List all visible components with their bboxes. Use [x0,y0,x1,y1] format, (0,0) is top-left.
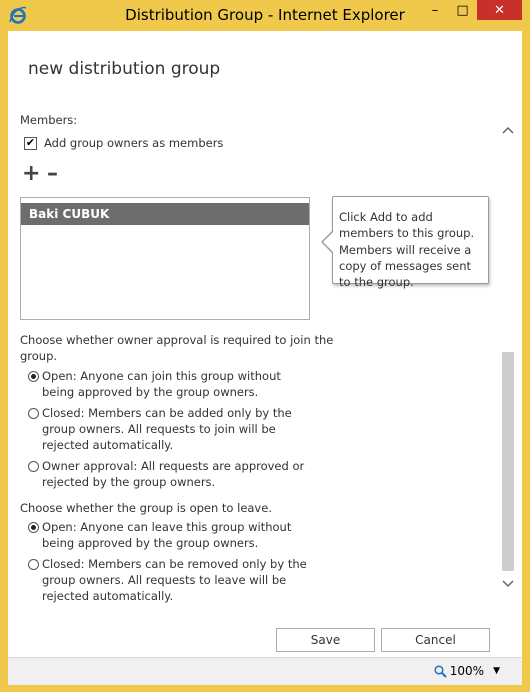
leave-open-radio[interactable] [28,522,39,533]
leave-closed-label-2: group owners. All requests to leave will be [42,573,287,587]
zoom-level: 100% [449,664,485,678]
save-button[interactable]: Save [276,628,375,652]
status-bar [8,657,522,685]
join-open-label-2: being approved by the group owners. [42,385,259,399]
cancel-button[interactable]: Cancel [381,628,490,652]
join-section-label-2: group. [20,349,58,363]
join-approval-label-2: rejected by the group owners. [42,475,216,489]
leave-closed-radio[interactable] [28,559,39,570]
members-list[interactable] [20,197,310,320]
join-closed-label-3: rejected automatically. [42,438,174,452]
leave-closed-label-1: Closed: Members can be removed only by the [42,557,307,571]
minimize-button[interactable]: – [431,2,439,18]
members-label: Members: [20,113,78,127]
list-item[interactable]: Baki CUBUK [21,203,309,225]
scrollbar-thumb[interactable] [502,352,514,571]
tooltip-arrow-inner [323,231,334,253]
dropdown-arrow-icon[interactable]: ▼ [493,666,500,676]
remove-member-button[interactable]: – [47,161,58,186]
leave-open-label-1: Open: Anyone can leave this group without [42,520,292,534]
join-approval-label-1: Owner approval: All requests are approved or [42,459,305,473]
maximize-button[interactable]: □ [456,2,469,18]
add-owners-label: Add group owners as members [44,136,224,150]
chevron-up-icon[interactable] [502,126,514,134]
join-closed-label-2: group owners. All requests to join will be [42,422,276,436]
join-closed-label-1: Closed: Members can be added only by the [42,406,292,420]
leave-closed-label-3: rejected automatically. [42,589,174,603]
join-approval-radio[interactable] [28,461,39,472]
join-closed-radio[interactable] [28,408,39,419]
join-section-label-1: Choose whether owner approval is required to join the [20,333,334,347]
zoom-control[interactable] [434,664,500,678]
page-content [8,31,522,657]
join-open-label-1: Open: Anyone can join this group without [42,369,281,383]
title-bar[interactable] [0,0,530,31]
leave-open-label-2: being approved by the group owners. [42,536,259,550]
page-title: new distribution group [28,59,221,79]
join-open-radio[interactable] [28,371,39,382]
leave-section-label: Choose whether the group is open to leave. [20,501,272,515]
chevron-down-icon[interactable] [502,580,514,588]
window-title: Distribution Group - Internet Explorer [125,6,405,24]
add-member-button[interactable]: + [22,161,41,186]
tooltip: Click Add to add members to this group. Members will receive a copy of messages sent to the group. [332,196,489,284]
zoom-icon [434,665,447,678]
close-button[interactable]: ✕ [477,0,522,20]
add-owners-checkbox[interactable]: ✔ [25,136,36,149]
